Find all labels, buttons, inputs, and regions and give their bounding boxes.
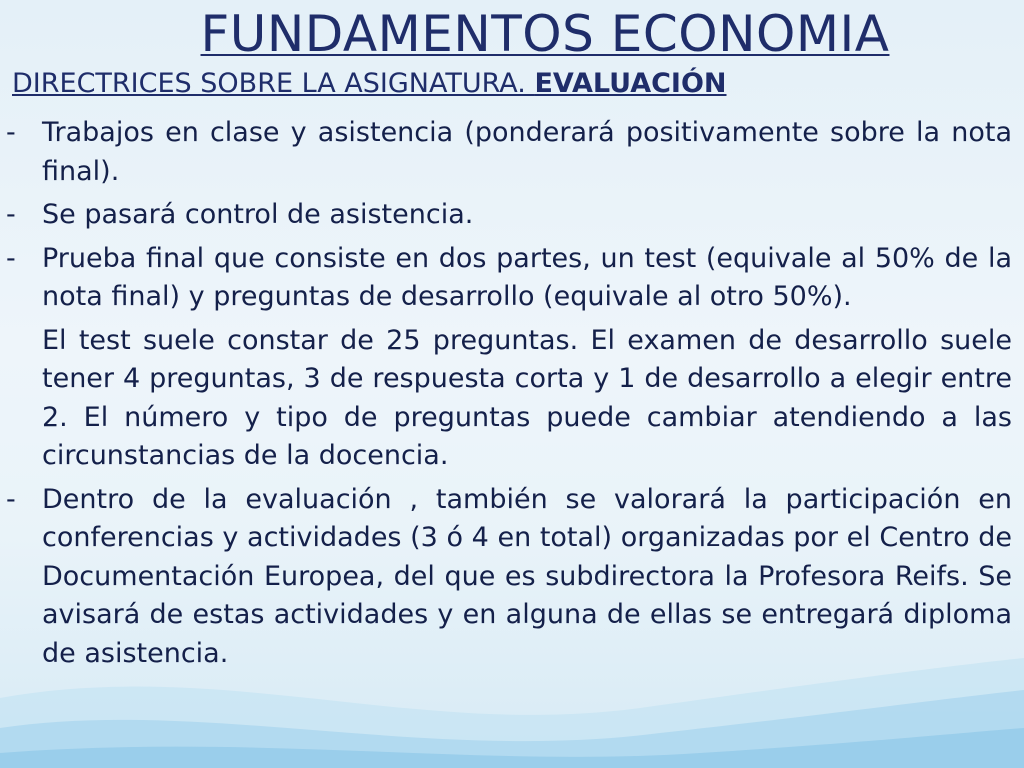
list-item bbox=[6, 240, 1012, 317]
subtitle-text: DIRECTRICES SOBRE LA ASIGNATURA. bbox=[12, 68, 535, 99]
content-body bbox=[6, 114, 1012, 678]
subtitle-emphasis: EVALUACIÓN bbox=[534, 68, 727, 99]
list-item-text: Se pasará control de asistencia. bbox=[42, 199, 474, 230]
bullet-dash: - bbox=[6, 117, 16, 148]
bullet-dash: - bbox=[6, 242, 16, 274]
bullet-dash: - bbox=[6, 199, 16, 230]
slide-title: FUNDAMENTOS ECONOMIA bbox=[200, 5, 890, 63]
list-item-text: El test suele constar de 25 preguntas. El examen de desarrollo suele tener 4 preguntas, 3 de respuesta corta y 1 de desarrollo a elegir entre 2. El número y tipo de preguntas puede cambiar atendiendo a las circunstancias de la docencia. bbox=[42, 324, 1012, 471]
list-item bbox=[6, 114, 1012, 191]
list-item bbox=[6, 481, 1012, 674]
bullet-dash: - bbox=[6, 483, 16, 515]
list-item-text: Trabajos en clase y asistencia (ponderará positivamente sobre la nota final). bbox=[42, 117, 1012, 187]
list-item-text: Dentro de la evaluación , también se valorará la participación en conferencias y actividades (3 ó 4 en total) organizadas por el Centro de Documentación Europea, del que es subdirectora la Profesora Reifs. Se avisará de estas actividades y en alguna de ellas se entregará diploma de asistencia. bbox=[42, 483, 1012, 669]
list-item-text: Prueba final que consiste en dos partes, un test (equivale al 50% de la nota final) y preguntas de desarrollo (equivale al otro 50%). bbox=[42, 242, 1012, 312]
slide-subtitle bbox=[12, 66, 727, 102]
list-item-continuation bbox=[6, 322, 1012, 476]
list-item bbox=[6, 196, 1012, 235]
